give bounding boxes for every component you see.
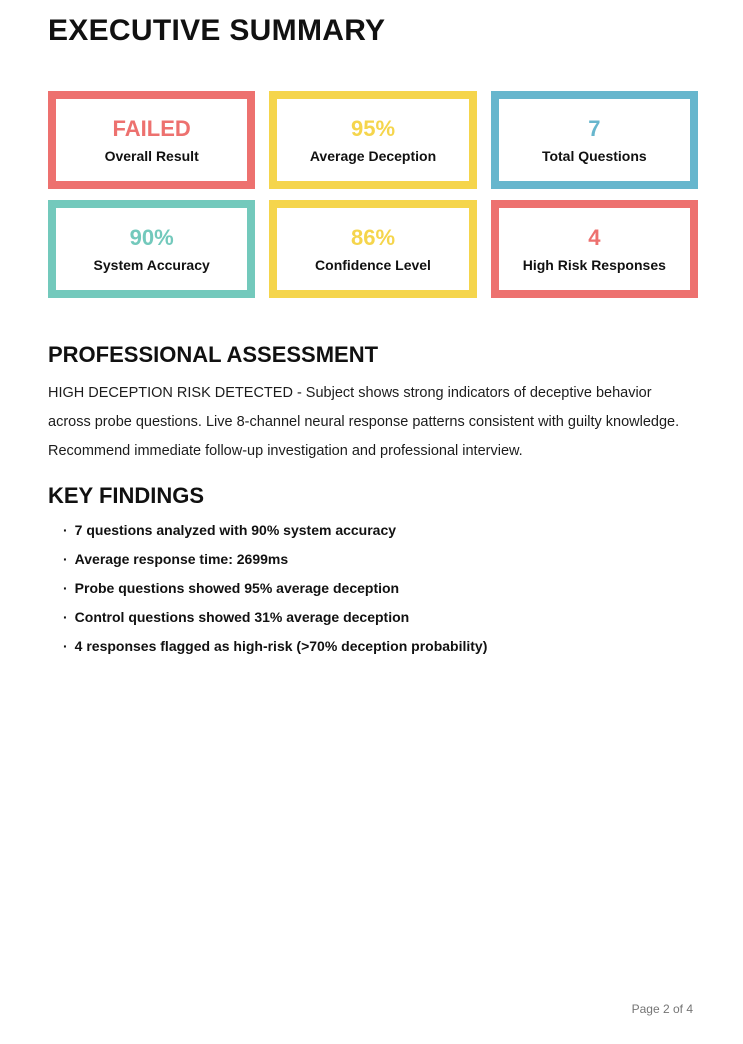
stat-label-confidence-level: Confidence Level xyxy=(315,256,431,273)
stat-label-system-accuracy: System Accuracy xyxy=(93,256,210,273)
stat-card-confidence-level xyxy=(269,200,476,298)
key-finding-item: · 7 questions analyzed with 90% system accuracy xyxy=(63,523,698,537)
page-title: EXECUTIVE SUMMARY xyxy=(48,14,386,47)
stat-card-system-accuracy xyxy=(48,200,255,298)
professional-assessment-heading: PROFESSIONAL ASSESSMENT xyxy=(48,342,379,367)
stat-card-total-questions xyxy=(491,91,698,189)
stat-label-high-risk-responses: High Risk Responses xyxy=(522,256,666,273)
stat-value-confidence-level: 86% xyxy=(350,224,396,250)
stat-label-average-deception: Average Deception xyxy=(309,147,437,164)
stat-value-average-deception: 95% xyxy=(350,115,396,141)
key-finding-item: · Control questions showed 31% average deception xyxy=(63,610,698,624)
key-findings-heading: KEY FINDINGS xyxy=(48,483,205,508)
professional-assessment-body: HIGH DECEPTION RISK DETECTED - Subject shows strong indicators of deceptive behavior across probe questions. Live 8-channel neural response patterns consistent with guilty knowledge. Recommend immediate follow-up investigation and professional interview. xyxy=(48,385,680,459)
stat-value-high-risk-responses: 4 xyxy=(588,224,601,250)
stat-value-total-questions: 7 xyxy=(588,115,601,141)
key-findings-list xyxy=(63,523,698,653)
key-finding-item: · 4 responses flagged as high-risk (>70% deception probability) xyxy=(63,639,698,653)
stat-card-average-deception xyxy=(269,91,476,189)
stat-card-high-risk-responses xyxy=(491,200,698,298)
stat-label-total-questions: Total Questions xyxy=(541,147,647,164)
stat-label-overall-result: Overall Result xyxy=(104,147,199,164)
key-finding-item: · Probe questions showed 95% average deception xyxy=(63,581,698,595)
page-number: Page 2 of 4 xyxy=(631,1002,693,1016)
stat-card-overall-result xyxy=(48,91,255,189)
stat-value-system-accuracy: 90% xyxy=(129,224,174,250)
stat-value-overall-result: FAILED xyxy=(112,115,191,141)
key-finding-item: · Average response time: 2699ms xyxy=(63,552,698,566)
summary-stat-grid xyxy=(48,91,698,298)
